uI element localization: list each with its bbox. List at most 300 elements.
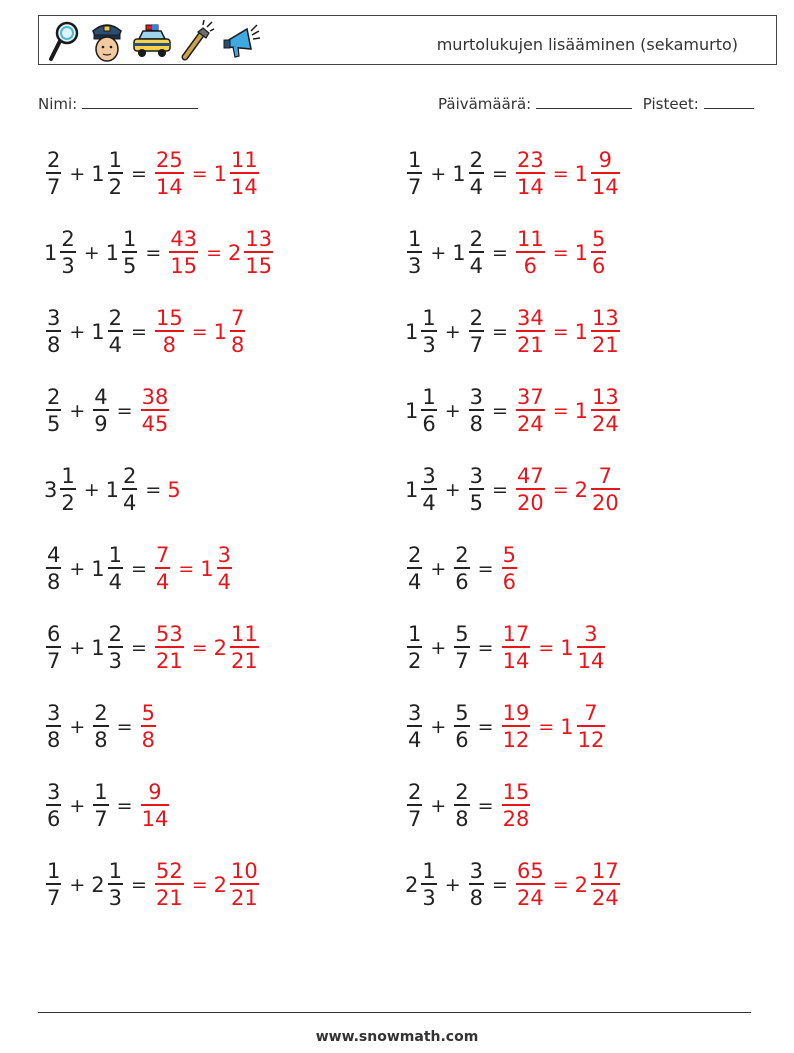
plus-sign: +: [430, 716, 447, 738]
addend-a-fraction: [407, 148, 422, 200]
problem-item: [44, 144, 261, 204]
equals-sign: =: [116, 795, 133, 817]
addend-a-numerator: 3: [47, 780, 61, 804]
problem-item: [44, 855, 261, 915]
answer-equals-sign: =: [191, 874, 208, 896]
megaphone-icon: [221, 19, 261, 63]
addend-a-numerator: 1: [408, 622, 422, 646]
addend-a-numerator: 1: [61, 464, 75, 488]
addend-b-denominator: 6: [455, 570, 469, 594]
answer-mixed-denominator: 14: [577, 649, 605, 673]
answer-mixed-numerator: 17: [592, 859, 619, 883]
problem-item: [44, 776, 171, 836]
addend-b-numerator: 2: [94, 701, 108, 725]
addend-b-fraction: [454, 780, 469, 832]
answer-equals-sign: =: [191, 163, 208, 185]
addend-a-denominator: 7: [47, 886, 61, 910]
answer-denominator: 28: [502, 807, 530, 831]
addend-a-denominator: 3: [408, 254, 422, 278]
addend-b-whole: 1: [91, 162, 105, 186]
answer-mixed-numerator: 7: [584, 701, 598, 725]
addend-b-denominator: 5: [469, 491, 484, 515]
addend-a-denominator: 5: [47, 412, 61, 436]
addend-b-numerator: 3: [469, 385, 484, 409]
plus-sign: +: [69, 716, 86, 738]
answer: [514, 148, 622, 200]
answer-equals-sign: =: [191, 637, 208, 659]
addend-b-fraction: [93, 701, 108, 753]
equals-sign: =: [492, 479, 508, 501]
addend-a-denominator: 3: [422, 886, 436, 910]
answer-equals-sign: =: [538, 716, 555, 738]
answer-mixed-numerator: 10: [231, 859, 258, 883]
problem-item: [405, 302, 622, 362]
header-icons: [47, 19, 261, 63]
addend-b-numerator: 5: [455, 622, 469, 646]
addend-b-whole: 2: [91, 873, 105, 897]
plus-sign: +: [69, 321, 86, 343]
flashlight-icon: [179, 19, 215, 63]
addend-a-numerator: 6: [47, 622, 61, 646]
answer: [153, 622, 261, 674]
answer-denominator: 14: [516, 175, 544, 199]
problem-item: [44, 302, 247, 362]
answer-numerator: 25: [155, 148, 183, 172]
addend-a-fraction: [407, 780, 422, 832]
answer-mixed-whole: 1: [574, 162, 588, 186]
addend-b-whole: 1: [452, 162, 466, 186]
plus-sign: +: [69, 400, 86, 422]
addend-a-fraction: [46, 701, 61, 753]
answer-mixed-fraction: [230, 859, 259, 911]
addend-b-fraction: [122, 227, 137, 279]
plus-sign: +: [69, 558, 86, 580]
answer-denominator: 8: [162, 333, 177, 357]
answer: [500, 701, 608, 753]
problem-item: [405, 539, 519, 599]
plus-sign: +: [430, 242, 447, 264]
answer-denominator: 14: [141, 807, 169, 831]
problem-item: [405, 460, 622, 520]
answer-fraction: [516, 227, 545, 279]
addend-b-denominator: 8: [469, 886, 484, 910]
answer-denominator: 21: [516, 333, 544, 357]
addend-a-fraction: [46, 543, 61, 595]
answer-fraction: [516, 306, 545, 358]
answer-mixed-fraction: [591, 148, 620, 200]
addend-b-fraction: [454, 543, 469, 595]
addend-a-numerator: 3: [422, 464, 436, 488]
answer-denominator: 6: [502, 570, 516, 594]
addend-a-fraction: [407, 622, 422, 674]
addend-a-fraction: [46, 385, 61, 437]
answer-mixed-numerator: 13: [592, 385, 619, 409]
addend-b-numerator: 2: [123, 464, 137, 488]
answer-denominator: 20: [516, 491, 544, 515]
addend-a-denominator: 4: [408, 570, 422, 594]
answer-denominator: 15: [170, 254, 198, 278]
addend-b-denominator: 4: [469, 175, 484, 199]
plus-sign: +: [83, 242, 100, 264]
answer-mixed-denominator: 20: [592, 491, 619, 515]
answer-equals-sign: =: [552, 874, 569, 896]
answer-mixed-whole: 1: [200, 557, 214, 581]
addend-b-denominator: 7: [469, 333, 484, 357]
answer-equals-sign: =: [552, 163, 569, 185]
addend-a-numerator: 2: [61, 227, 75, 251]
equals-sign: =: [492, 163, 508, 185]
addend-b-denominator: 4: [469, 254, 484, 278]
addend-b-whole: 1: [91, 636, 105, 660]
equals-sign: =: [492, 321, 508, 343]
addend-a-whole: 1: [405, 478, 419, 502]
equals-sign: =: [492, 874, 508, 896]
magnifier-icon: [47, 19, 83, 63]
addend-b-numerator: 1: [108, 543, 123, 567]
answer-mixed-whole: 1: [574, 399, 588, 423]
answer-fraction: [155, 148, 184, 200]
answer-numerator: 9: [148, 780, 162, 804]
addend-a-denominator: 7: [47, 649, 61, 673]
addend-b-fraction: [469, 385, 484, 437]
equals-sign: =: [477, 637, 494, 659]
footer-divider: [38, 1012, 751, 1013]
answer-numerator: 37: [516, 385, 544, 409]
addend-b-denominator: 3: [108, 649, 123, 673]
answer-mixed-denominator: 8: [231, 333, 245, 357]
name-blank: [82, 94, 198, 109]
addend-b-denominator: 6: [455, 728, 469, 752]
answer-fraction: [155, 543, 170, 595]
answer-fraction: [516, 385, 545, 437]
answer-mixed-fraction: [591, 464, 620, 516]
addend-a-denominator: 6: [422, 412, 436, 436]
answer: [167, 478, 181, 502]
addend-a-fraction: [46, 148, 61, 200]
addend-b-denominator: 4: [108, 333, 123, 357]
answer-numerator: 5: [502, 543, 516, 567]
addend-b-fraction: [454, 701, 469, 753]
addend-a-whole: 1: [405, 320, 419, 344]
equals-sign: =: [145, 242, 162, 264]
answer-denominator: 6: [523, 254, 538, 278]
addend-a-fraction: [60, 227, 75, 279]
plus-sign: +: [444, 874, 461, 896]
answer-numerator: 65: [516, 859, 544, 883]
answer-mixed-whole: 1: [574, 241, 588, 265]
problem-item: [405, 223, 608, 283]
equals-sign: =: [131, 637, 147, 659]
addend-b-fraction: [108, 148, 123, 200]
answer-mixed-denominator: 21: [231, 886, 258, 910]
addend-a-fraction: [46, 306, 61, 358]
answer-mixed-fraction: [230, 622, 259, 674]
answer-fraction: [502, 622, 531, 674]
answer: [514, 306, 622, 358]
answer: [153, 859, 261, 911]
problem-item: [405, 618, 607, 678]
plus-sign: +: [444, 400, 461, 422]
answer-denominator: 14: [155, 175, 183, 199]
plus-sign: +: [69, 874, 86, 896]
answer-denominator: 14: [502, 649, 530, 673]
answer: [139, 701, 158, 753]
addend-a-numerator: 4: [47, 543, 61, 567]
problem-item: [405, 697, 607, 757]
addend-b-fraction: [93, 385, 108, 437]
addend-a-whole: 1: [405, 399, 419, 423]
addend-a-numerator: 1: [422, 859, 436, 883]
addend-b-fraction: [469, 148, 484, 200]
answer-mixed-whole: 1: [574, 320, 588, 344]
addend-a-whole: 3: [44, 478, 58, 502]
answer-numerator: 53: [155, 622, 183, 646]
problem-item: [44, 697, 158, 757]
addend-b-numerator: 2: [469, 227, 484, 251]
addend-b-numerator: 2: [455, 780, 469, 804]
equals-sign: =: [492, 400, 508, 422]
answer-mixed-fraction: [591, 859, 620, 911]
addend-a-fraction: [407, 701, 422, 753]
answer-mixed-whole: 2: [228, 241, 242, 265]
addend-a-whole: 1: [44, 241, 58, 265]
plus-sign: +: [444, 479, 461, 501]
answer-mixed-fraction: [244, 227, 273, 279]
addend-a-fraction: [407, 543, 422, 595]
addend-b-numerator: 2: [455, 543, 469, 567]
answer-fraction: [502, 543, 517, 595]
answer-numerator: 38: [141, 385, 169, 409]
addend-a-fraction: [46, 622, 61, 674]
addend-b-fraction: [122, 464, 137, 516]
score-label: Pisteet:: [642, 95, 699, 113]
answer-mixed-whole: 1: [213, 162, 227, 186]
equals-sign: =: [116, 400, 133, 422]
answer-denominator: 24: [516, 412, 544, 436]
addend-a-fraction: [421, 306, 436, 358]
answer-fraction: [502, 780, 531, 832]
equals-sign: =: [145, 479, 162, 501]
addend-b-numerator: 1: [123, 227, 137, 251]
problem-item: [405, 855, 622, 915]
answer-mixed-fraction: [591, 306, 620, 358]
equals-sign: =: [131, 321, 147, 343]
addend-a-denominator: 7: [47, 175, 61, 199]
equals-sign: =: [116, 716, 133, 738]
answer-mixed-whole: 1: [560, 715, 574, 739]
answer: [153, 306, 247, 358]
problem-item: [44, 539, 234, 599]
plus-sign: +: [430, 558, 447, 580]
date-score-field: [438, 94, 754, 113]
addend-b-denominator: 9: [94, 412, 108, 436]
answer-fraction: [169, 227, 198, 279]
answer-numerator: 23: [516, 148, 544, 172]
addend-a-denominator: 4: [422, 491, 436, 515]
addend-a-numerator: 3: [47, 701, 61, 725]
problem-item: [405, 776, 532, 836]
plus-sign: +: [444, 321, 461, 343]
answer-mixed-numerator: 7: [598, 464, 613, 488]
date-label: Päivämäärä:: [438, 95, 532, 113]
addend-a-fraction: [421, 385, 436, 437]
answer-mixed-whole: 2: [574, 478, 588, 502]
addend-b-numerator: 4: [94, 385, 108, 409]
answer-mixed-numerator: 11: [231, 622, 258, 646]
answer: [153, 543, 234, 595]
problem-item: [405, 144, 622, 204]
addend-a-numerator: 1: [408, 148, 422, 172]
equals-sign: =: [477, 716, 494, 738]
equals-sign: =: [492, 242, 508, 264]
addend-a-denominator: 2: [61, 491, 75, 515]
answer-mixed-numerator: 9: [598, 148, 613, 172]
addend-b-denominator: 2: [108, 175, 123, 199]
addend-a-denominator: 6: [47, 807, 61, 831]
answer-numerator: 5: [141, 701, 155, 725]
answer: [500, 780, 533, 832]
addend-a-denominator: 8: [47, 728, 61, 752]
addend-b-whole: 1: [91, 557, 105, 581]
equals-sign: =: [131, 874, 147, 896]
answer-mixed-denominator: 24: [592, 886, 619, 910]
addend-a-denominator: 3: [61, 254, 75, 278]
plus-sign: +: [69, 795, 86, 817]
answer-fraction: [155, 859, 184, 911]
answer-mixed-numerator: 5: [592, 227, 606, 251]
addend-a-fraction: [407, 227, 422, 279]
addend-b-fraction: [454, 622, 469, 674]
equals-sign: =: [477, 795, 494, 817]
answer-mixed-denominator: 24: [592, 412, 619, 436]
addend-b-numerator: 2: [469, 148, 484, 172]
answer-mixed-fraction: [230, 148, 259, 200]
answer-numerator: 43: [170, 227, 198, 251]
addend-a-denominator: 2: [408, 649, 422, 673]
answer-mixed-numerator: 11: [231, 148, 258, 172]
answer-mixed-fraction: [577, 622, 606, 674]
answer-numerator: 52: [155, 859, 183, 883]
addend-b-numerator: 1: [94, 780, 108, 804]
addend-b-denominator: 8: [469, 412, 484, 436]
answer-equals-sign: =: [552, 479, 569, 501]
name-label: Nimi:: [38, 95, 78, 113]
equals-sign: =: [131, 163, 147, 185]
answer-fraction: [502, 701, 531, 753]
answer: [139, 385, 172, 437]
addend-b-numerator: 2: [108, 622, 123, 646]
addend-a-numerator: 2: [408, 543, 422, 567]
addend-b-fraction: [108, 306, 123, 358]
answer-mixed-whole: 1: [560, 636, 574, 660]
answer: [514, 464, 622, 516]
addend-b-fraction: [108, 622, 123, 674]
addend-b-numerator: 5: [455, 701, 469, 725]
answer-numerator: 17: [502, 622, 530, 646]
footer-url: www.snowmath.com: [315, 1029, 479, 1045]
answer-mixed-denominator: 4: [217, 570, 232, 594]
addend-a-numerator: 1: [422, 306, 436, 330]
answer-mixed-numerator: 3: [584, 622, 598, 646]
addend-a-whole: 2: [405, 873, 419, 897]
answer-mixed-whole: 1: [213, 320, 227, 344]
addend-b-numerator: 3: [469, 859, 484, 883]
addend-b-whole: 1: [105, 478, 120, 502]
addend-b-fraction: [108, 543, 123, 595]
answer: [153, 148, 261, 200]
answer-mixed-fraction: [577, 701, 606, 753]
answer-fraction: [141, 385, 170, 437]
addend-b-numerator: 1: [108, 859, 123, 883]
answer: [514, 227, 608, 279]
answer-mixed-whole: 2: [213, 636, 227, 660]
addend-b-numerator: 2: [469, 306, 484, 330]
answer-mixed-denominator: 14: [592, 175, 619, 199]
addend-a-fraction: [60, 464, 75, 516]
answer-mixed-fraction: [591, 227, 606, 279]
police-car-icon: [131, 19, 173, 63]
answer-fraction: [155, 306, 184, 358]
plus-sign: +: [69, 163, 86, 185]
addend-a-denominator: 3: [422, 333, 436, 357]
addend-b-denominator: 3: [108, 886, 123, 910]
answer: [167, 227, 275, 279]
answer-denominator: 45: [141, 412, 169, 436]
equals-sign: =: [131, 558, 147, 580]
answer-mixed-whole: 2: [574, 873, 588, 897]
answer-mixed-fraction: [230, 306, 245, 358]
answer: [139, 780, 172, 832]
answer-mixed-denominator: 14: [231, 175, 258, 199]
answer-mixed-denominator: 15: [245, 254, 273, 278]
equals-sign: =: [477, 558, 494, 580]
addend-a-denominator: 4: [408, 728, 422, 752]
answer-whole: 5: [167, 478, 181, 502]
addend-a-denominator: 7: [408, 807, 422, 831]
addend-a-numerator: 1: [47, 859, 61, 883]
addend-a-numerator: 2: [47, 385, 61, 409]
addend-a-numerator: 2: [408, 780, 422, 804]
answer-equals-sign: =: [552, 400, 569, 422]
addend-b-denominator: 4: [108, 570, 123, 594]
answer-mixed-denominator: 12: [577, 728, 605, 752]
addend-b-fraction: [469, 464, 484, 516]
score-blank: [704, 94, 754, 109]
problem-item: [44, 460, 182, 520]
answer-fraction: [155, 622, 184, 674]
answer-mixed-denominator: 21: [231, 649, 258, 673]
answer: [514, 385, 622, 437]
answer-fraction: [516, 148, 545, 200]
problem-item: [44, 223, 275, 283]
addend-b-denominator: 8: [94, 728, 108, 752]
addend-b-whole: 1: [91, 320, 105, 344]
answer: [514, 859, 622, 911]
answer-denominator: 21: [155, 886, 183, 910]
addend-a-fraction: [421, 464, 436, 516]
plus-sign: +: [430, 163, 447, 185]
addend-a-numerator: 3: [408, 701, 422, 725]
answer-fraction: [141, 701, 156, 753]
addend-a-numerator: 3: [47, 306, 61, 330]
answer-mixed-numerator: 3: [217, 543, 232, 567]
addend-a-numerator: 2: [47, 148, 61, 172]
addend-b-fraction: [469, 227, 484, 279]
plus-sign: +: [430, 637, 447, 659]
addend-b-fraction: [108, 859, 123, 911]
answer-numerator: 34: [516, 306, 544, 330]
police-officer-icon: [89, 19, 125, 63]
